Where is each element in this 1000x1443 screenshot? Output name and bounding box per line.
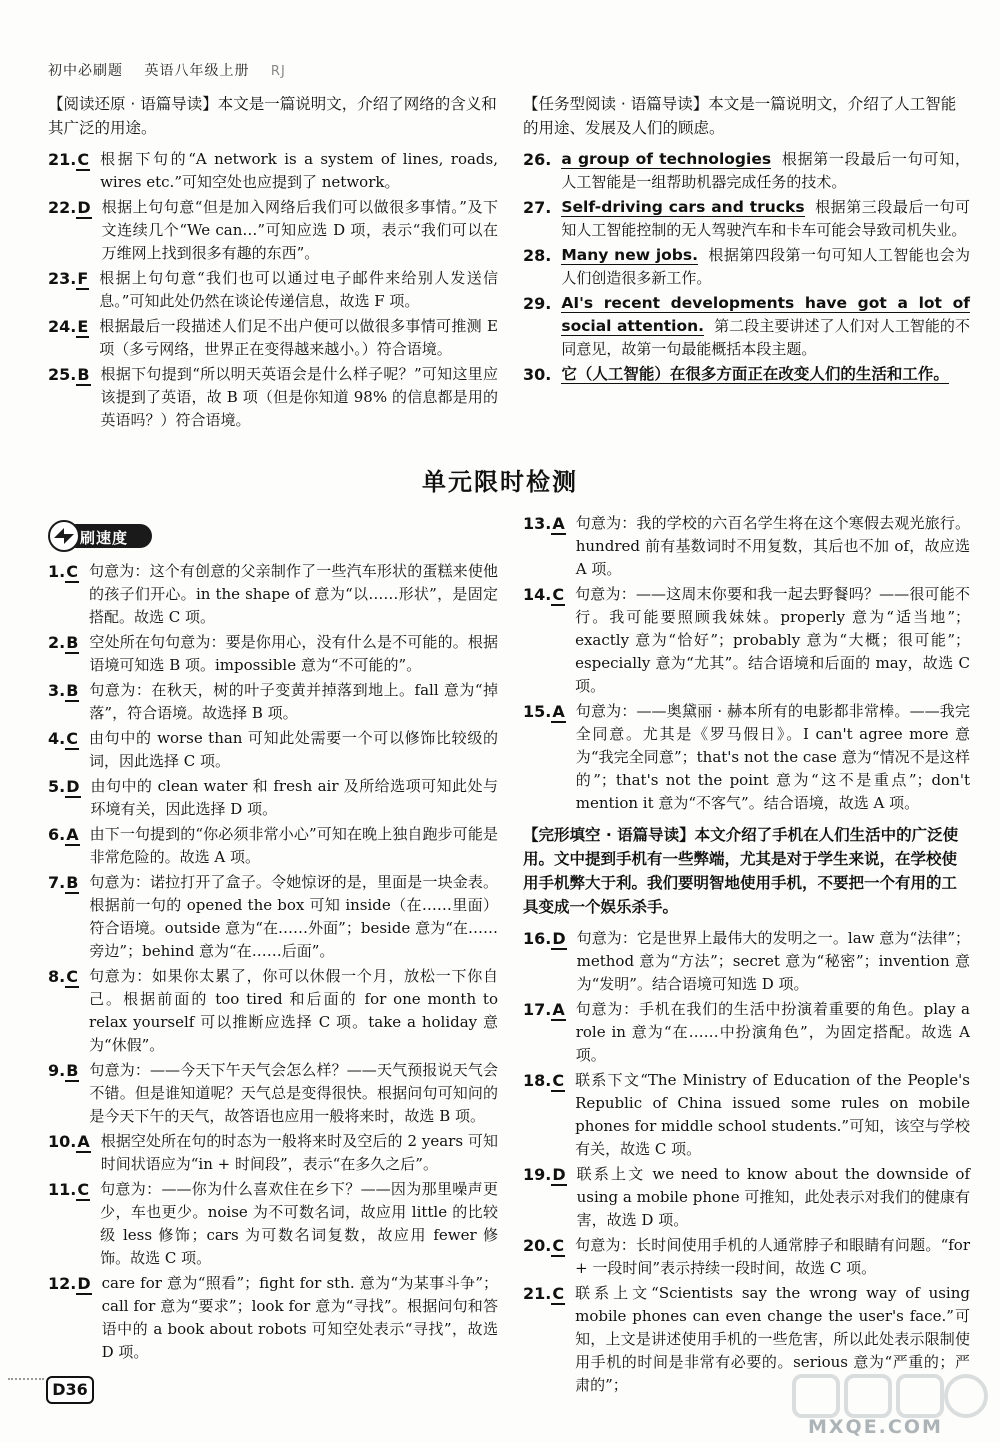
explanation-text: 句意为：——这周末你要和我一起去野餐吗？——很可能不行。我可能要照顾我妹妹。properly 意为“适当地”；exactly 意为“恰好”；probably 意为“大概；很可能”；especially 意为“尤其”。结合语境和后面的 may，故选 C 项。: [575, 585, 970, 695]
explanation-text: 由句中的 clean water 和 fresh air 及所给选项可知此处与环境有关，因此选择 D 项。: [90, 777, 498, 818]
answer-letter: C: [66, 562, 78, 581]
explanation-text: 由下一句提到的“你必须非常小心”可知在晚上独自跑步可能是非常危险的。故选 A 项。: [89, 825, 498, 866]
answer-letter: D: [552, 929, 566, 948]
page-number: D36: [46, 1376, 94, 1404]
answer-item: [48, 1272, 498, 1364]
question-number: 30.: [523, 365, 552, 384]
answer-item: [523, 512, 970, 581]
answer-body: [561, 363, 970, 386]
explanation-text: 根据空处所在句的时态为一般将来时及空后的 2 years 可知时间状语应为“in + 时间段”，表示“在多久之后”。: [100, 1132, 498, 1173]
question-number: 14.C: [523, 585, 565, 604]
answer-item: [523, 1069, 970, 1161]
answer-item: [523, 244, 970, 290]
explanation-text: care for 意为“照看”；fight for sth. 意为“为某事斗争”；call for 意为“要求”；look for 意为“寻找”。根据问句和答语中的 a book about robots 可知空处表示“寻找”，故选 D 项。: [101, 1274, 498, 1361]
answer-item: [523, 927, 970, 996]
answer-item: [523, 363, 970, 386]
answer-phrase: 它（人工智能）在很多方面正在改变人们的生活和工作。: [561, 365, 949, 383]
divider: [8, 1378, 44, 1380]
answer-list: [523, 927, 970, 1397]
question-number: 2.B: [48, 633, 79, 652]
answer-letter: F: [77, 269, 89, 288]
page-header: [48, 60, 302, 80]
explanation-text: 句意为：长时间使用手机的人通常脖子和眼睛有问题。“for + 一段时间”表示持续一段时间，故选 C 项。: [575, 1236, 970, 1277]
answer-letter: A: [552, 702, 565, 721]
answer-letter: C: [66, 967, 78, 986]
book-title: 初中必刷题: [48, 63, 123, 79]
answer-letter: C: [66, 729, 78, 748]
answer-letter: A: [77, 1132, 90, 1151]
answer-item: [523, 148, 970, 194]
question-number: 18.C: [523, 1071, 565, 1090]
answer-phrase: Self-driving cars and trucks: [561, 198, 805, 216]
answer-body: [561, 244, 970, 290]
explanation-text: 根据上句句意“我们也可以通过电子邮件来给别人发送信息。”可知此处仍然在谈论传递信息，故选 F 项。: [99, 269, 498, 310]
explanation-text: 根据最后一段描述人们足不出户便可以做很多事情可推测 E 项（多亏网络，世界正在变得越来越小。）符合语境。: [99, 317, 498, 358]
answer-item: [48, 267, 498, 313]
question-number: 5.D: [48, 777, 80, 796]
explanation-text: 联系下文“The Ministry of Education of the People's Republic of China issued some rules on mobile phones for middle school students.”可知，该空与学校有关，故选 C 项。: [575, 1071, 970, 1158]
answer-letter: D: [77, 198, 91, 217]
question-number: 22.D: [48, 198, 91, 217]
explanation-text: 句意为：——你为什么喜欢住在乡下？——因为那里噪声更少，车也更少。noise 为不可数名词，故应用 little 的比较级 less 修饰；cars 为可数名词复数，故应用 fewer 修饰。故选 C 项。: [100, 1180, 498, 1267]
right-bottom-column: [523, 512, 970, 1399]
answer-item: [48, 631, 498, 677]
answer-phrase: AI's recent developments have got a lot of social attention.: [561, 294, 970, 335]
question-number: 8.C: [48, 967, 78, 986]
question-number: 7.B: [48, 873, 79, 892]
task-reading-intro: 【任务型阅读 · 语篇导读】本文是一篇说明文，介绍了人工智能的用途、发展及人们的顾虑。: [523, 95, 957, 137]
question-number: 20.C: [523, 1236, 565, 1255]
section-title: 单元限时检测: [422, 468, 578, 496]
question-number: 13.A: [523, 514, 565, 533]
answer-letter: C: [552, 585, 565, 604]
answer-phrase: a group of technologies: [561, 150, 772, 168]
cloze-intro: 【完形填空 · 语篇导读】本文介绍了手机在人们生活中的广泛使用。文中提到手机有一些弊端，尤其是对于学生来说，在学校使用手机弊大于利。我们要明智地使用手机，不要把一个有用的工具变成一个娱乐杀手。: [523, 826, 959, 916]
question-number: 25.B: [48, 365, 90, 384]
explanation-text: 句意为：如果你太累了，你可以休假一个月，放松一下你自己。根据前面的 too tired 和后面的 for one month to relax yourself 可以推断应选择 C 项。take a holiday 意为“休假”。: [88, 967, 498, 1054]
question-number: 12.D: [48, 1274, 91, 1293]
answer-list: [523, 148, 970, 386]
question-number: 23.F: [48, 269, 89, 288]
answer-item: [48, 965, 498, 1057]
answer-item: [48, 363, 498, 432]
answer-letter: A: [552, 1000, 565, 1019]
explanation-text: 第二段主要讲述了人们对人工智能的不同意见，故第一句最能概括本段主题。: [561, 317, 970, 358]
answer-letter: B: [77, 365, 90, 384]
answer-item: [48, 823, 498, 869]
badge-label: 刷速度: [80, 529, 129, 547]
answer-item: [523, 583, 970, 698]
explanation-text: 根据下句提到“所以明天英语会是什么样子呢？”可知这里应该提到了英语，故 B 项（但是你知道 98% 的信息都是用的英语吗？）符合语境。: [100, 365, 498, 429]
answer-letter: C: [552, 1236, 565, 1255]
explanation-text: 句意为：它是世界上最伟大的发明之一。law 意为“法律”；method 意为“方法”；secret 意为“秘密”；invention 意为“发明”。结合语境可知选 D 项。: [576, 929, 970, 993]
explanation-text: 根据下句的“A network is a system of lines, roads, wires etc.”可知空处也应提到了 network。: [100, 150, 498, 191]
answer-letter: C: [552, 1071, 565, 1090]
answer-body: [561, 196, 970, 242]
reading-restore-intro: 【阅读还原 · 语篇导读】本文是一篇说明文，介绍了网络的含义和其广泛的用途。: [48, 95, 497, 137]
left-bottom-column: [48, 560, 498, 1366]
edition-label: RJ: [270, 64, 286, 79]
question-number: 9.B: [48, 1061, 79, 1080]
explanation-text: 根据上句句意“但是加入网络后我们可以做很多事情。”及下文连续几个“We can…”可知应选 D 项，表示“我们可以在万维网上找到很多有趣的东西”。: [101, 198, 498, 262]
answer-item: [48, 871, 498, 963]
explanation-text: 句意为：在秋天，树的叶子变黄并掉落到地上。fall 意为“掉落”，符合语境。故选择 B 项。: [89, 681, 498, 722]
answer-letter: A: [552, 514, 565, 533]
answer-letter: E: [77, 317, 89, 336]
answer-letter: B: [66, 873, 79, 892]
answer-list: [48, 560, 498, 1364]
answer-letter: B: [66, 681, 79, 700]
question-number: 26.: [523, 150, 552, 169]
question-number: 21.C: [523, 1284, 565, 1303]
answer-letter: D: [66, 777, 80, 796]
answer-letter: D: [552, 1165, 566, 1184]
left-top-column: [48, 92, 498, 434]
subject-title: 英语八年级上册: [144, 63, 250, 79]
question-number: 21.C: [48, 150, 90, 169]
question-number: 24.E: [48, 317, 89, 336]
answer-item: [523, 292, 970, 361]
explanation-text: 句意为：我的学校的六百名学生将在这个寒假去观光旅行。hundred 前有基数词时不用复数，其后也不加 of，故应选 A 项。: [575, 514, 970, 578]
answer-item: [48, 560, 498, 629]
answer-item: [48, 727, 498, 773]
question-number: 28.: [523, 246, 552, 265]
answer-item: [523, 1234, 970, 1280]
question-number: 19.D: [523, 1165, 566, 1184]
answer-item: [523, 1163, 970, 1232]
explanation-text: 句意为：这个有创意的父亲制作了一些汽车形状的蛋糕来使他的孩子们开心。in the shape of 意为“以……形状”，是固定搭配。故选 C 项。: [88, 562, 498, 626]
question-number: 15.A: [523, 702, 565, 721]
answer-body: [561, 292, 970, 361]
question-number: 1.C: [48, 562, 78, 581]
answer-list: [48, 148, 498, 432]
right-top-column: [523, 92, 970, 388]
watermark-text: MXQE.COM: [808, 1416, 943, 1438]
explanation-text: 联系上文“Scientists say the wrong way of using mobile phones can even change the user's face.”可知，上文是讲述使用手机的一些危害，所以此处表示限制使用手机的时间是非常有必要的。serious 意为“严重的；严肃的”；: [575, 1284, 970, 1394]
question-number: 6.A: [48, 825, 79, 844]
explanation-text: 句意为：手机在我们的生活中扮演着重要的角色。play a role in 意为“在……中扮演角色”，为固定搭配。故选 A 项。: [575, 1000, 970, 1064]
question-number: 29.: [523, 294, 552, 313]
explanation-text: 句意为：诺拉打开了盒子。令她惊讶的是，里面是一块金表。根据前一句的 opened the box 可知 inside（在……里面）符合语境。outside 意为“在……外面”；beside 意为“在……旁边”；behind 意为“在……后面”。: [89, 873, 498, 960]
answer-item: [48, 775, 498, 821]
answer-letter: D: [77, 1274, 91, 1293]
answer-item: [523, 700, 970, 815]
question-number: 10.A: [48, 1132, 90, 1151]
answer-letter: C: [77, 150, 90, 169]
answer-item: [48, 315, 498, 361]
explanation-text: 由句中的 worse than 可知此处需要一个可以修饰比较级的词，因此选择 C 项。: [88, 729, 498, 770]
answer-item: [523, 196, 970, 242]
answer-letter: C: [552, 1284, 565, 1303]
answer-item: [48, 148, 498, 194]
question-number: 3.B: [48, 681, 79, 700]
explanation-text: 联系上文 we need to know about the downside of using a mobile phone 可推知，此处表示对我们的健康有害，故选 D 项。: [576, 1165, 970, 1229]
explanation-text: 根据第三段最后一句可知人工智能控制的无人驾驶汽车和卡车可能会导致司机失业。: [561, 198, 970, 239]
question-number: 27.: [523, 198, 552, 217]
answer-item: [48, 196, 498, 265]
answer-body: [561, 148, 970, 194]
answer-list: [523, 512, 970, 815]
answer-item: [48, 679, 498, 725]
answer-item: [523, 998, 970, 1067]
answer-item: [48, 1130, 498, 1176]
explanation-text: 根据第一段最后一句可知，人工智能是一组帮助机器完成任务的技术。: [561, 150, 970, 191]
explanation-text: 句意为：——今天下午天气会怎么样？——天气预报说天气会不错。但是谁知道呢？天气总是变得很快。根据问句可知问的是今天下午的天气，故答语也应用一般将来时，故选 B 项。: [89, 1061, 498, 1125]
answer-item: [48, 1178, 498, 1270]
question-number: 11.C: [48, 1180, 90, 1199]
question-number: 16.D: [523, 929, 566, 948]
answer-letter: C: [77, 1180, 90, 1199]
answer-phrase: Many new jobs.: [561, 246, 699, 264]
question-number: 4.C: [48, 729, 78, 748]
answer-letter: A: [66, 825, 79, 844]
explanation-text: 空处所在句句意为：要是你用心，没有什么是不可能的。根据语境可知选 B 项。impossible 意为“不可能的”。: [89, 633, 498, 674]
question-number: 17.A: [523, 1000, 565, 1019]
answer-letter: B: [66, 1061, 79, 1080]
answer-item: [48, 1059, 498, 1128]
explanation-text: 根据第四段第一句可知人工智能也会为人们创造很多新工作。: [561, 246, 970, 287]
answer-letter: B: [66, 633, 79, 652]
explanation-text: 句意为：——奥黛丽 · 赫本所有的电影都非常棒。——我完全同意。尤其是《罗马假日》。I can't agree more 意为“我完全同意”；that's not the case 意为“情况不是这样的”；that's not the point 意为“这不是重点”；don't mention it 意为“不客气”。结合语境，故选 A 项。: [575, 702, 970, 812]
